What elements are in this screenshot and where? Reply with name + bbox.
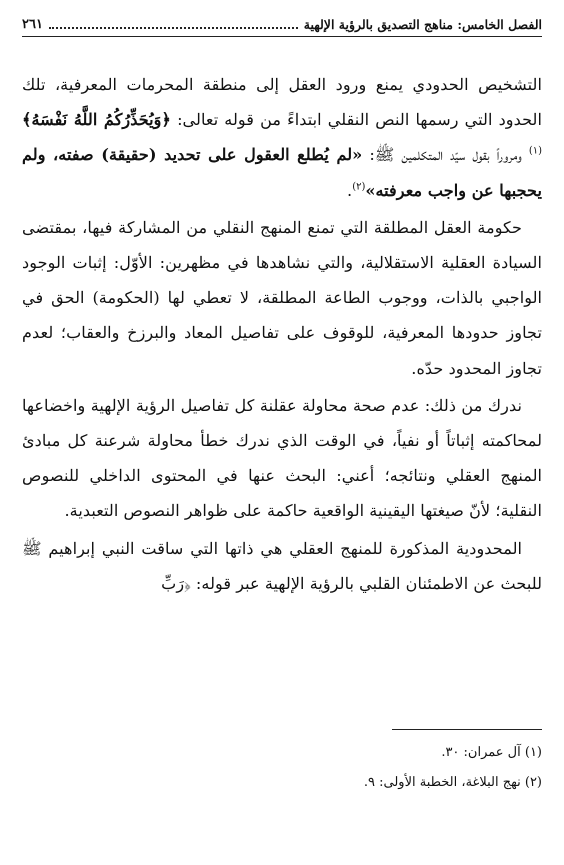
header-dot-leader [49, 19, 298, 29]
footnote-ref-1: (١) [528, 146, 542, 158]
footnote-separator [392, 729, 542, 730]
running-header [22, 14, 542, 34]
page-body [22, 67, 542, 601]
chapter-title: الفصل الخامس: مناهج التصديق بالرؤية الإلهية [303, 16, 542, 32]
paragraph-3: ندرك من ذلك: عدم صحة محاولة عقلنة كل تفاصيل الرؤية الإلهية واخضاعها لمحاكمته إثباتاً أو نفياً، في الوقت الذي ندرك خطأ محاولة شرعنة كل مبادئ المنهج العقلي ونتائجه؛ أعني: البحث عنها في المحتوى الداخلي للنصوص النقلية؛ لأنّ صيغتها اليقينية الواقعية حاكمة على ظواهر النصوص التعبدية. [22, 395, 542, 521]
paragraph-1-text-c: . [347, 180, 353, 200]
footnote-1: (١) آل عمران: ٣٠. [441, 745, 542, 760]
paragraph-2: حكومة العقل المطلقة التي تمنع المنهج النقلي من المشاركة فيها، بمقتضى السيادة العقلية الاستقلالية، والتي نشاهدها في مظهرين: الأوّل: إثبات الوجود الواجبي بالذات، ووجوب الطاعة المطلقة، لا تعطي لها (الحكومة) الحق في تجاوز حدودها المعرفية، للوقوف على تفاصيل المعاد والبرزخ والعقاب؛ لعدم تجاوز المحدود حدّه. [22, 217, 542, 378]
hadith-quote: «لم يُطلع العقول على تحديد (حقيقة) صفته، ولم يحجبها عن واجب معرفته» [22, 145, 542, 200]
footnote-ref-2: (٢) [352, 181, 366, 193]
paragraph-1 [22, 67, 542, 208]
quran-verse-1: ﴿وَيُحَذِّرُكُمُ اللَّهُ نَفْسَهُ﴾ [22, 110, 171, 130]
footnote-2: (٢) نهج البلاغة، الخطبة الأولى: ٩. [363, 775, 542, 790]
paragraph-1-text-a: التشخيص الحدودي يمنع ورود العقل إلى منطقة المحرمات المعرفية، تلك الحدود التي رسمها النص النقلي ابتداءً من قوله تعالى: [22, 75, 542, 130]
page-number: ٢٦١ [22, 16, 43, 32]
footnotes [22, 738, 542, 798]
paragraph-4: المحدودية المذكورة للمنهج العقلي هي ذاتها التي ساقت النبي إبراهيم ﷺ للبحث عن الاطمئنان القلبي بالرؤية الإلهية عبر قوله: ﴿رَبِّ [22, 538, 542, 593]
paragraph-1-text-b: ومروراً بقول سيّد المتكلمين ﷺ: [362, 145, 529, 165]
header-rule [22, 36, 542, 37]
